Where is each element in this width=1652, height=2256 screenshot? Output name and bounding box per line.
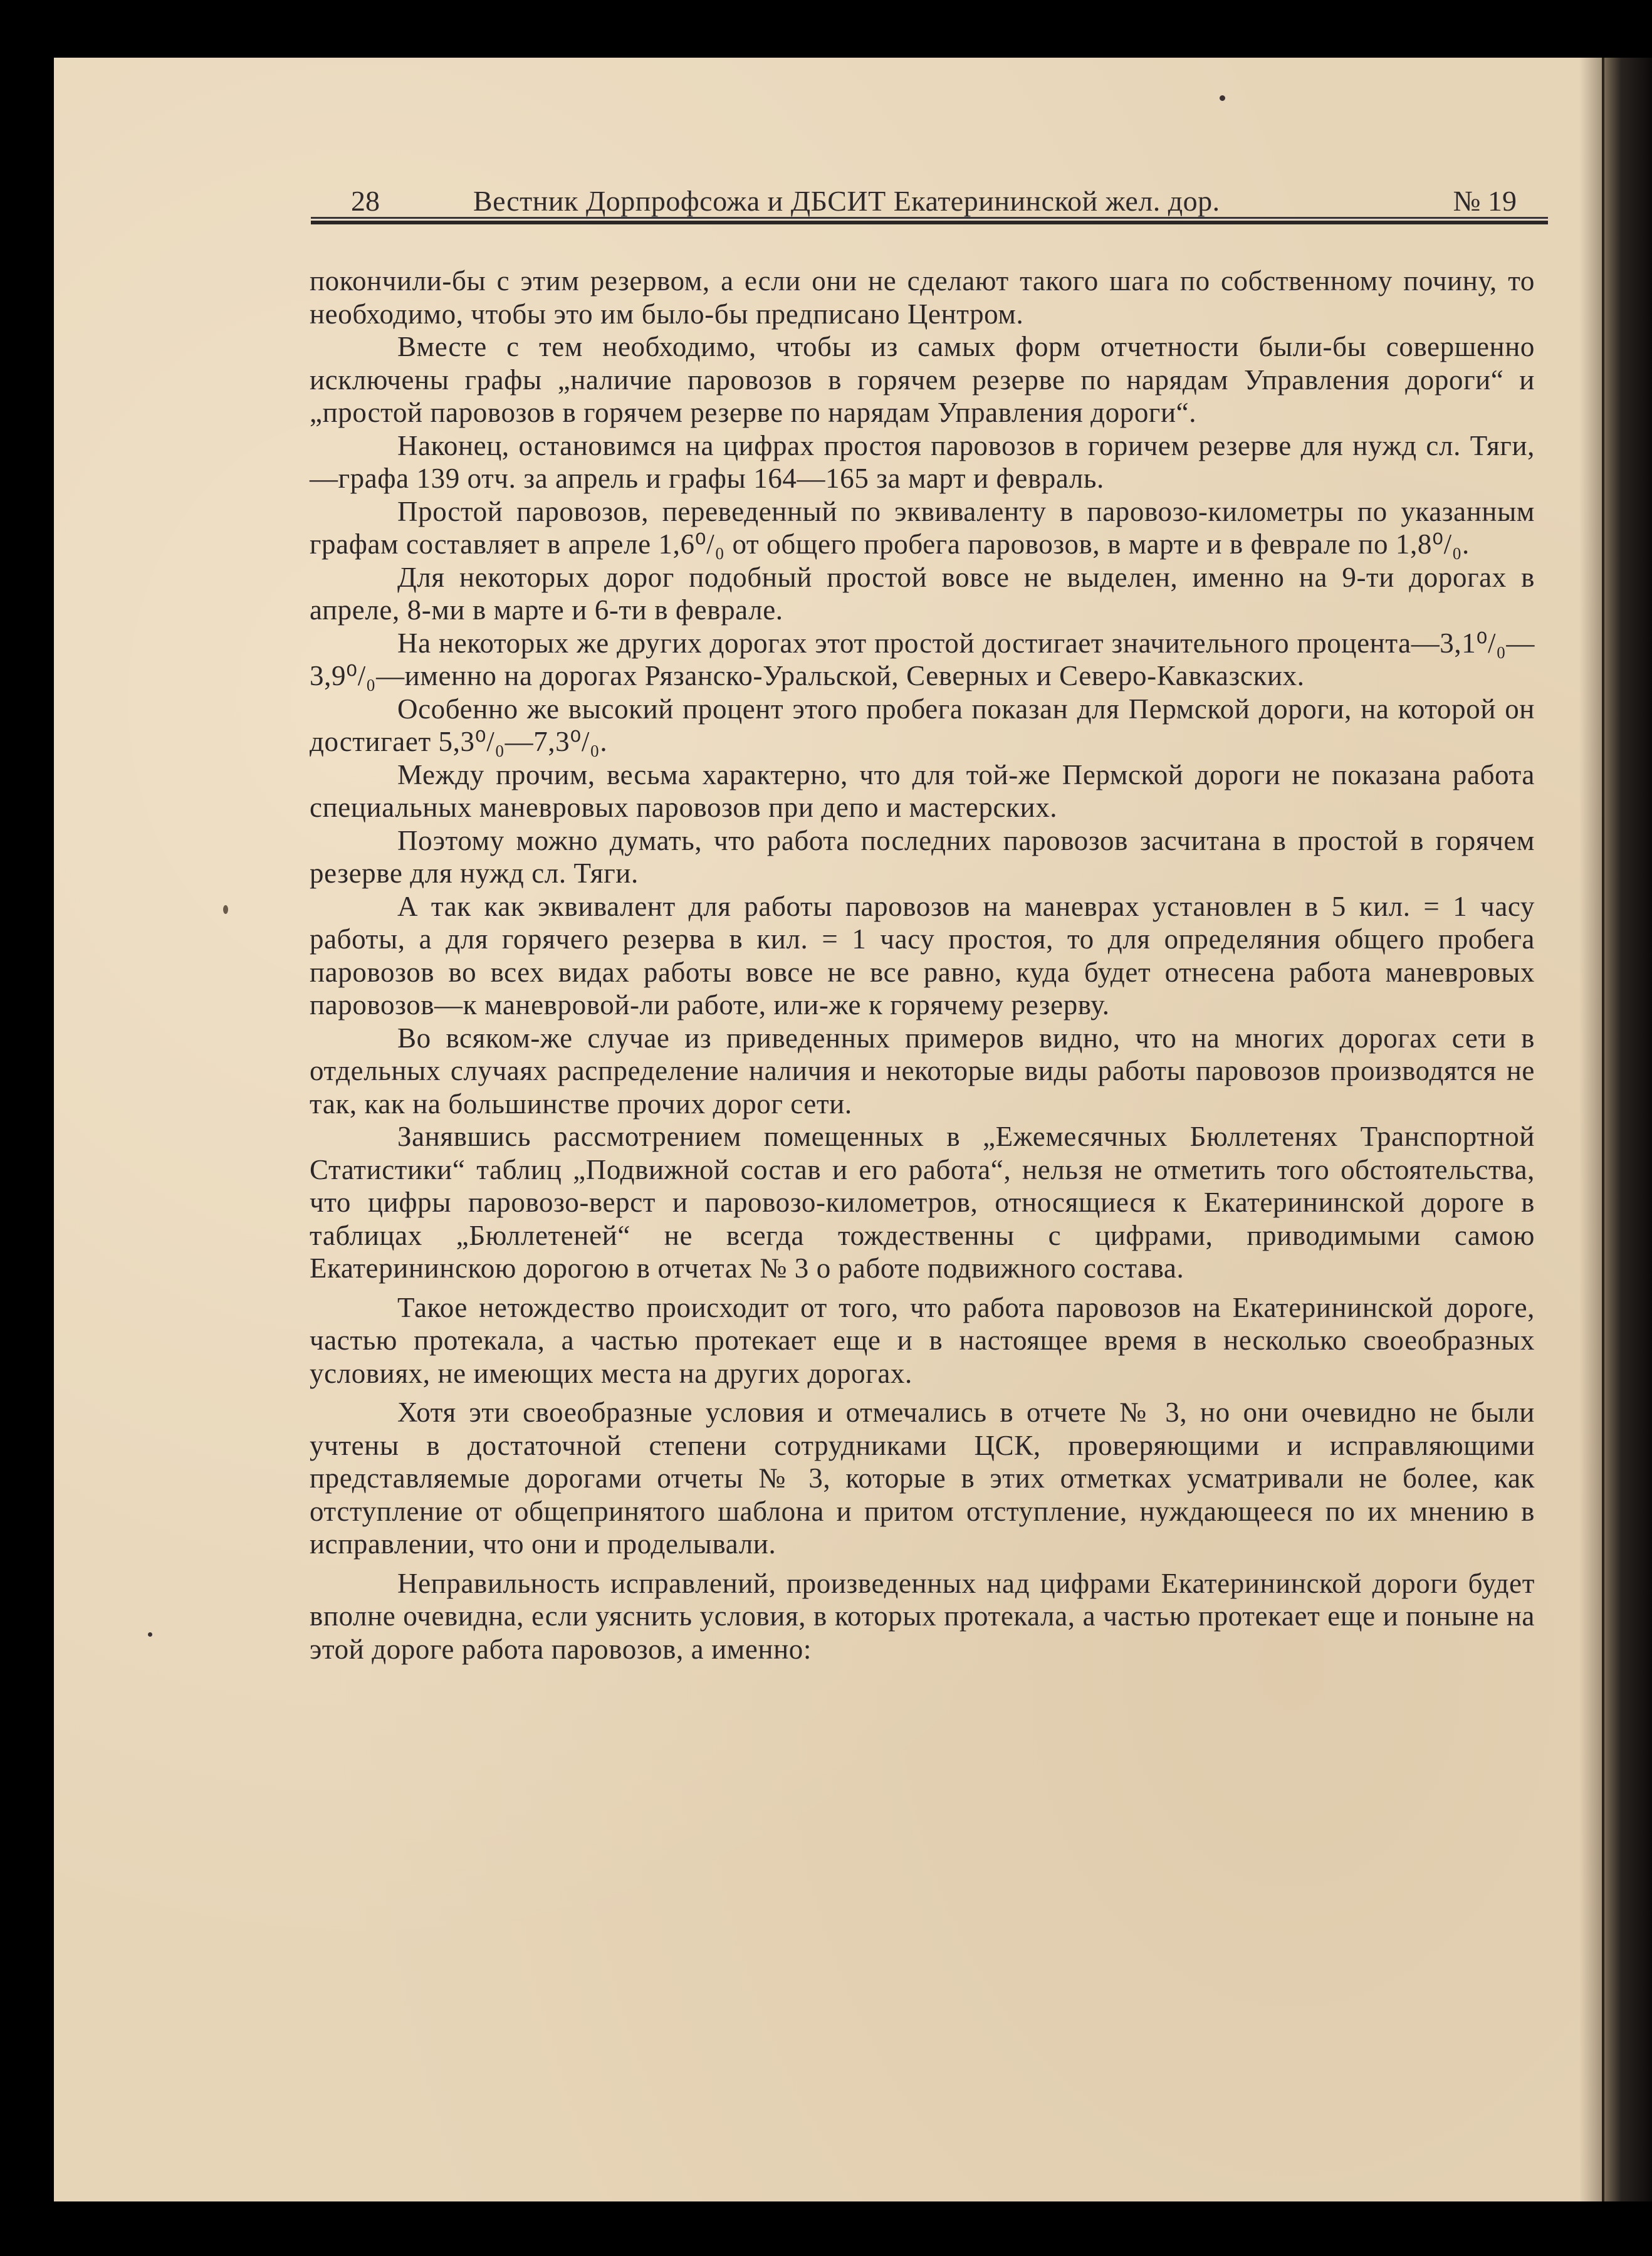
book-spine <box>1604 58 1652 2201</box>
paragraph: А так как эквивалент для работы паровозов на маневрах установлен в 5 кил. = 1 часу работы, а для горячего резерва в кил. = 1 часу простоя, то для определяния общего пробега паровозов во всех видах работы вовсе не все равно, куда будет отнесена работа маневровых паровозов—к маневровой-ли работе, или-же к горячему резерву. <box>310 890 1535 1020</box>
paragraph: Поэтому можно думать, что работа последних паровозов засчитана в простой в горячем резерве для нужд сл. Тяги. <box>310 824 1535 889</box>
paragraph: Вместе с тем необходимо, чтобы из самых форм отчетности были-бы совершенно исключены графы „наличие паровозов в горячем резерве по нарядам Управления дороги“ и „простой паровозов в горячем резерве по нарядам Управления дороги“. <box>310 331 1535 428</box>
article-body <box>310 265 1535 1666</box>
print-speck <box>223 905 228 914</box>
paragraph: Между прочим, весьма характерно, что для той-же Пермской дороги не показана работа специальных маневровых паровозов при депо и мастерских. <box>310 758 1535 823</box>
paragraph: Занявшись рассмотрением помещенных в „Ежемесячных Бюллетенях Транспортной Статистики“ таблиц „Подвижной состав и его работа“, нельзя не отметить того обстоятельства, что цифры паровозо-верст и паровозо-километров, относящиеся к Екатерининской дороге в таблицах „Бюллетеней“ не всегда тождественны с цифрами, приводимыми самою Екатерининскою дорогою в отчетах № 3 о работе подвижного состава. <box>310 1121 1535 1284</box>
print-speck <box>1220 95 1225 101</box>
paragraph: Во всяком-же случае из приведенных примеров видно, что на многих дорогах сети в отдельных случаях распределение наличия и некоторые виды работы паровозов производятся не так, как на большинстве прочих дорог сети. <box>310 1022 1535 1120</box>
paragraph: Такое нетождество происходит от того, что работа паровозов на Екатерининской дороге, частью протекала, а частью протекает еще и в настоящее время в несколько своеобразных условиях, не имеющих места на других дорогах. <box>310 1291 1535 1389</box>
paragraph: Особенно же высокий процент этого пробега показан для Пермской дороги, на которой он достигает 5,3⁰/₀—7,3⁰/₀. <box>310 693 1535 757</box>
paragraph: Простой паровозов, переведенный по эквиваленту в паровозо-километры по указанным графам составляет в апреле 1,6⁰/₀ от общего пробега паровозов, в марте и в феврале по 1,8⁰/₀. <box>310 495 1535 560</box>
issue-number: № 19 <box>1453 185 1517 217</box>
paragraph: покончили-бы с этим резервом, а если они не сделают такого шага по собственному почину, то необходимо, чтобы это им было-бы предписано Центром. <box>310 265 1535 330</box>
print-speck <box>148 1632 152 1637</box>
paragraph: Неправильность исправлений, произведенных над цифрами Екатерининской дороги будет вполне очевидна, если уяснить условия, в которых протекала, а частью протекает еще и поныне на этой дороге работа паровозов, а именно: <box>310 1567 1535 1665</box>
paragraph: Хотя эти своеобразные условия и отмечались в отчете № 3, но они очевидно не были учтены в достаточной степени сотрудниками ЦСК, проверяющими и исправляющими представляемые дорогами отчеты № 3, которые в этих отметках усматривали не более, как отступление от общепринятого шаблона и притом отступление, нуждающееся по их мнению в исправлении, что они и проделывали. <box>310 1397 1535 1560</box>
paragraph: Наконец, остановимся на цифрах простоя паровозов в горичем резерве для нужд сл. Тяги,—графа 139 отч. за апрель и графы 164—165 за март и февраль. <box>310 429 1535 494</box>
page-number: 28 <box>351 185 380 217</box>
page-edge-shadow <box>1579 58 1607 2201</box>
header-rule <box>311 217 1548 224</box>
journal-title: Вестник Дорпрофсожа и ДБСИТ Екатерининской жел. дор. <box>473 185 1220 217</box>
paragraph: На некоторых же других дорогах этот простой достигает значительного процента—3,1⁰/₀—3,9⁰/₀—именно на дорогах Рязанско-Уральской, Северных и Северо-Кавказских. <box>310 627 1535 691</box>
paragraph: Для некоторых дорог подобный простой вовсе не выделен, именно на 9-ти дорогах в апреле, 8-ми в марте и 6-ти в феврале. <box>310 561 1535 626</box>
